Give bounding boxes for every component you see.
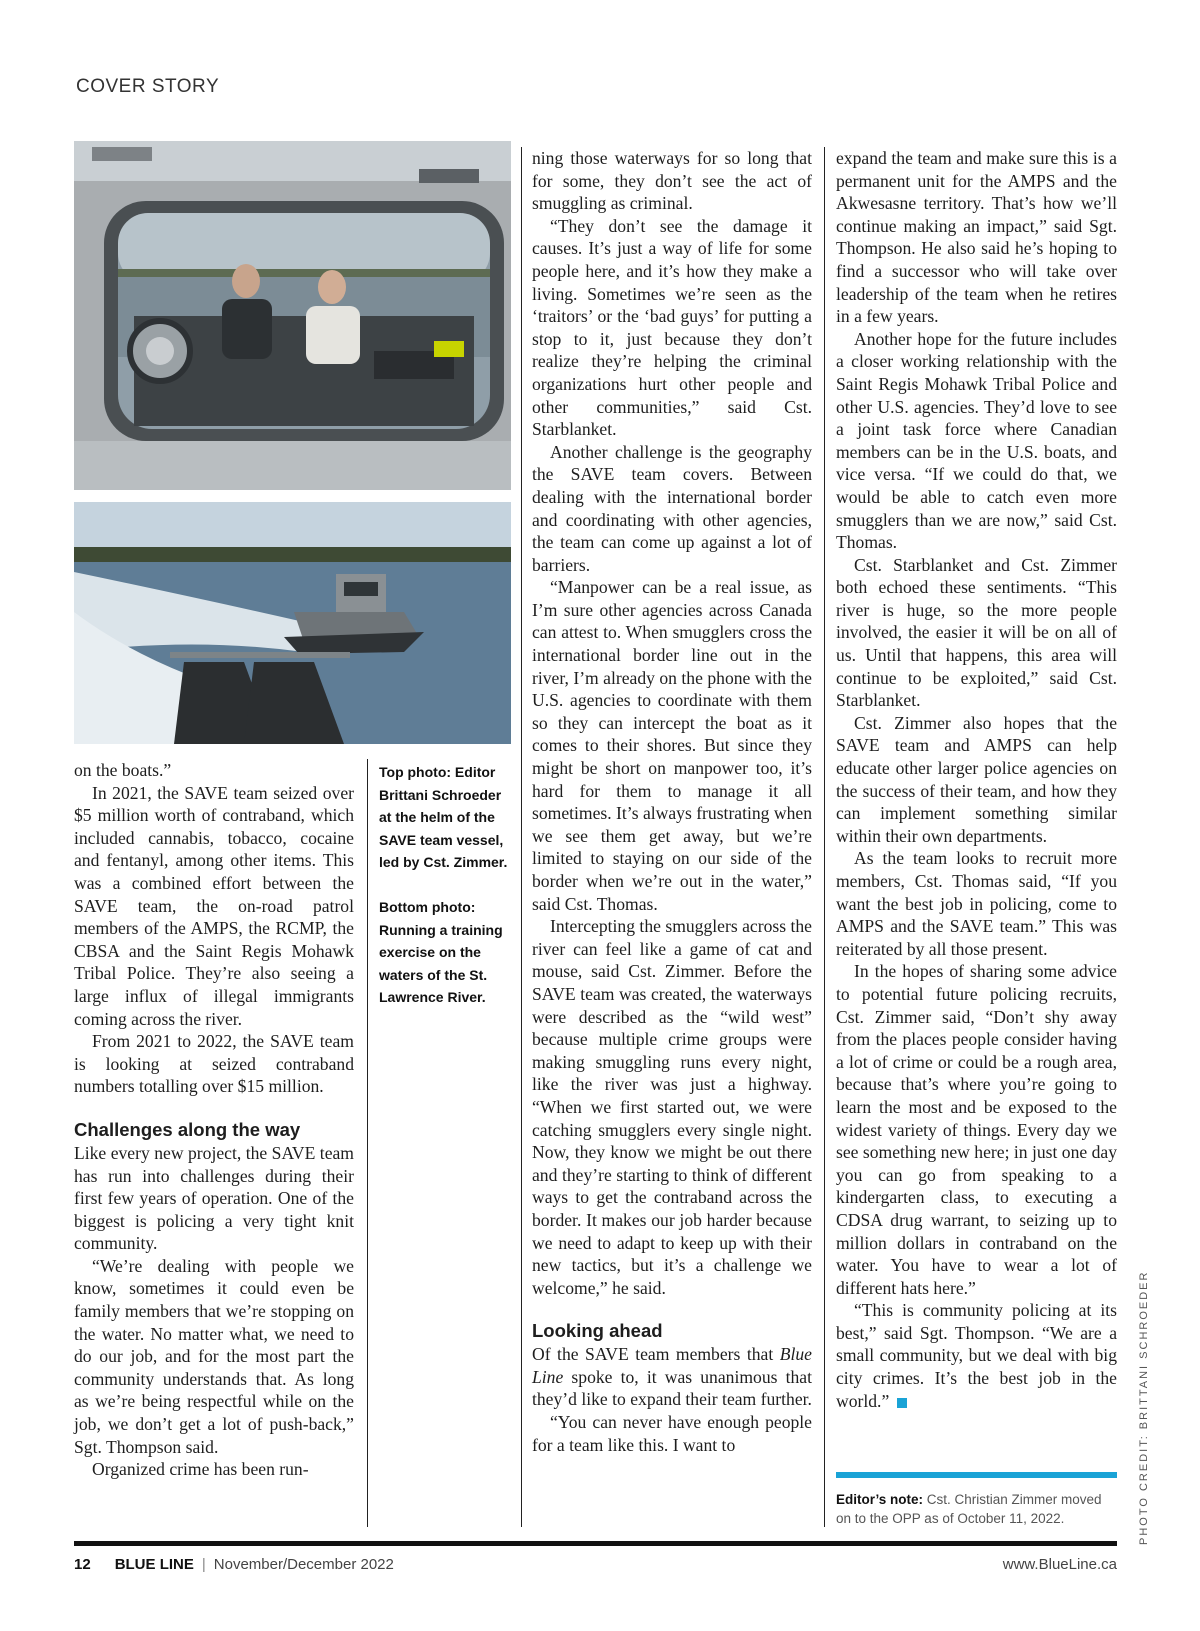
editor-note xyxy=(836,1472,1117,1528)
footer-left xyxy=(74,1556,394,1573)
footer-separator: | xyxy=(201,1556,206,1573)
column-rule xyxy=(521,147,522,1527)
paragraph: From 2021 to 2022, the SAVE team is looking at seized contraband numbers totalling over $15 million. xyxy=(74,1031,354,1097)
top-photo xyxy=(74,141,511,490)
paragraph: As the team looks to recruit more members, Cst. Thomas said, “If you want the best job in policing, come to AMPS and the SAVE team.” This was reiterated by all those present. xyxy=(836,848,1117,959)
paragraph: Like every new project, the SAVE team has run into challenges during their first few years of operation. One of the biggest is policing a very tight knit community. xyxy=(74,1142,354,1254)
paragraph: “They don’t see the damage it causes. It’s just a way of life for some people here, and it’s how they make a living. Sometimes we’re seen as the ‘traitors’ or the ‘bad guys’ for putting a stop to it, just because they don’t realize they’re helping the criminal organizations hurt other people and other communities,” said Cst. Starblanket. xyxy=(532,215,812,440)
article-column-2 xyxy=(532,147,812,1456)
paragraph: “Manpower can be a real issue, as I’m sure other agencies across Canada can attest to. When smugglers cross the international border line out in the river, I’m already on the phone with the U.S. agencies to coordinate with them so they can intercept the boat as it comes to their shores. But since they might be short on manpower too, it’s hard for them to manage it all sometimes. It’s always frustrating when we see them get away, but we’re limited to staying on our side of the border when we’re out in the water,” said Cst. Thomas. xyxy=(532,577,812,914)
paragraph: Another challenge is the geography the SAVE team covers. Between dealing with the international border and coordinating with other agencies, the team can come up against a lot of barriers. xyxy=(532,441,812,575)
paragraph: In 2021, the SAVE team seized over $5 million worth of contraband, which included cannabis, tobacco, cocaine and fentanyl, among other items. This was a combined effort between the SAVE team, the on-road patrol members of the AMPS, the RCMP, the CBSA and the Saint Regis Mohawk Tribal Police. They’re also seeing a large influx of illegal immigrants coming across the river. xyxy=(74,782,354,1029)
editor-note-text: Cst. Christian Zimmer moved on to the OPP as of October 11, 2022. xyxy=(836,1492,1102,1526)
column-rule xyxy=(367,759,368,1527)
photo-caption xyxy=(379,761,514,1009)
paragraph: Organized crime has been run- xyxy=(92,1459,309,1480)
paragraph: on the boats.” xyxy=(74,760,172,780)
subheading-looking-ahead: Looking ahead xyxy=(532,1320,663,1342)
paragraph: Cst. Starblanket and Cst. Zimmer both echoed these sentiments. “This river is huge, so the more people involved, the easier it will be on all of us. Until that happens, this area will continue to be exploited,” said Cst. Starblanket. xyxy=(836,554,1117,711)
paragraph xyxy=(836,1299,1117,1412)
article-column-3 xyxy=(836,147,1117,1412)
paragraph: expand the team and make sure this is a permanent unit for the AMPS and the Akwesasne territory. That’s how we’ll continue making an impact,” said Sgt. Thompson. He also said he’s hoping to find a successor who will take over leadership of the team when he retires in a few years. xyxy=(836,148,1117,327)
paragraph: Cst. Zimmer also hopes that the SAVE team and AMPS can help educate other larger police agencies on the success of their team, and how they can implement something similar within their own departments. xyxy=(836,712,1117,846)
paragraph: In the hopes of sharing some advice to potential future policing recruits, Cst. Zimmer said, “Don’t shy away from the places people consider having a lot of crime or could be a rough area, because that’s where you’re going to learn the most and be exposed to the widest variety of things. Every day we see something new here; in just one day you can go from speaking to a kindergarten class, to executing a CDSA drug warrant, to seizing up to million dollars in contraband on the water. You have to wear a lot of different hats here.” xyxy=(836,961,1117,1298)
editor-note-label: Editor’s note: xyxy=(836,1492,923,1507)
end-mark-icon xyxy=(897,1398,907,1408)
column-rule xyxy=(824,147,825,1527)
paragraph xyxy=(532,1343,812,1411)
paragraph: “You can never have enough people for a team like this. I want to xyxy=(532,1412,812,1455)
footer-rule xyxy=(74,1541,1117,1546)
publication-name: Blue Line xyxy=(532,1344,812,1387)
bottom-photo xyxy=(74,502,511,744)
article-column-1 xyxy=(74,759,354,1481)
paragraph: “We’re dealing with people we know, sometimes it could even be family members that we’re stopping on the water. No matter what, we need to do our job, and for the most part the community understands that. As long as we’re being respectful while on the job, we don’t get a lot of push-back,” Sgt. Thompson said. xyxy=(74,1255,354,1457)
photo-credit: PHOTO CREDIT: BRITTANI SCHROEDER xyxy=(1138,1270,1150,1545)
caption-bottom: Bottom photo: Running a training exercise on the waters of the St. Lawrence River. xyxy=(379,898,503,1006)
text-span: spoke to, it was unanimous that they’d like to expand their team further. xyxy=(532,1366,812,1410)
paragraph: Intercepting the smugglers across the river can feel like a game of cat and mouse, said Cst. Zimmer. Before the SAVE team was created, the waterways were described as the “wild west” because multiple crime groups were making smuggling runs every night, like the river was just a highway. “When we first started out, we were catching smugglers every single night. Now, they know we might be out there and they’re starting to think of different ways to get the contraband across the border. It makes our job harder because we need to adapt to keep up with their new tactics, but it’s a challenge we welcome,” he said. xyxy=(532,916,812,1298)
website-link[interactable]: www.BlueLine.ca xyxy=(1002,1556,1117,1573)
paragraph: Another hope for the future includes a closer working relationship with the Saint Regis Mohawk Tribal Police and other U.S. agencies. They’d love to see a joint task force where Canadian members can be in the U.S. boats, and vice versa. “If we could do that, we would be able to catch even more smugglers than we are now,” said Cst. Thomas. xyxy=(836,328,1117,553)
caption-top: Top photo: Editor Brittani Schroeder at the helm of the SAVE team vessel, led by Cst. Zimmer. xyxy=(379,764,508,871)
magazine-name: BLUE LINE xyxy=(114,1556,194,1573)
subheading-challenges: Challenges along the way xyxy=(74,1118,301,1140)
text-span: Of the SAVE team members that xyxy=(532,1344,774,1365)
text-span: “This is community policing at its best,” said Sgt. Thompson. “We are a small community, but we deal with big city crimes. It’s the best job in the world.” xyxy=(836,1300,1117,1411)
paragraph: ning those waterways for so long that for some, they don’t see the act of smuggling as criminal. xyxy=(532,148,812,214)
section-label: COVER STORY xyxy=(76,76,220,97)
issue-date: November/December 2022 xyxy=(213,1556,394,1573)
page-number: 12 xyxy=(74,1556,91,1573)
